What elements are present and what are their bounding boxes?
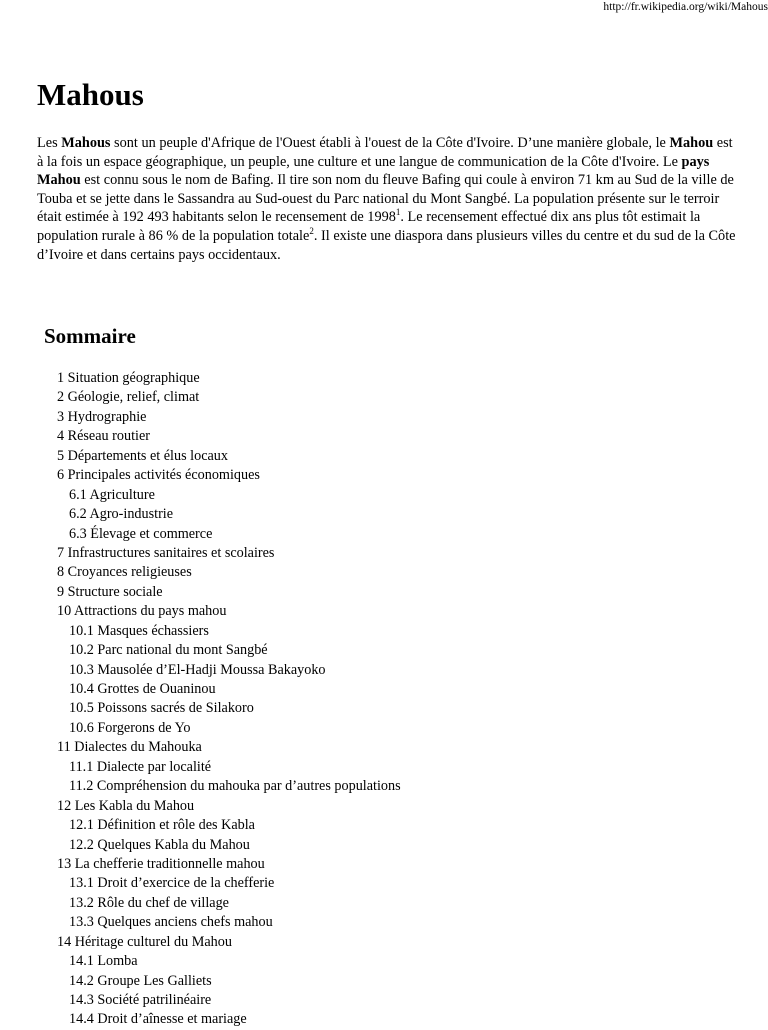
toc-item-link[interactable]: 10.2 Parc national du mont Sangbé <box>69 642 268 659</box>
toc-item-link[interactable]: 6.3 Élevage et commerce <box>69 525 213 542</box>
toc-item[interactable] <box>57 836 401 855</box>
intro-bold-pays-mahou: pays Mahou <box>37 153 710 189</box>
toc-item[interactable] <box>57 1010 401 1029</box>
toc-item[interactable] <box>57 563 401 582</box>
toc-item[interactable] <box>57 816 401 835</box>
toc-item[interactable] <box>57 447 401 466</box>
intro-text-5: . Le recensement effectué dix ans plus tôt estimait la population rurale à 86 % de la population totale <box>37 209 701 244</box>
toc-item-link[interactable]: 14.3 Société patrilinéaire <box>69 992 212 1008</box>
toc-item-link[interactable]: 10.5 Poissons sacrés de Silakoro <box>69 700 254 717</box>
toc-item-link[interactable]: 10.3 Mausolée d’El-Hadji Moussa Bakayoko <box>69 661 326 678</box>
toc-item[interactable] <box>57 738 401 757</box>
toc-item-link[interactable]: 13.3 Quelques anciens chefs mahou <box>69 914 273 931</box>
toc-item[interactable] <box>57 369 401 388</box>
toc-item-link[interactable]: 3 Hydrographie <box>57 408 147 425</box>
toc-item-link[interactable]: 6.2 Agro-industrie <box>69 506 174 523</box>
toc-item-link[interactable]: 14.1 Lomba <box>69 953 138 970</box>
toc-item-link[interactable]: 2 Géologie, relief, climat <box>57 389 200 406</box>
toc-item-link[interactable]: 10.6 Forgerons de Yo <box>69 719 191 736</box>
intro-text-2: sont un peuple d'Afrique de l'Ouest établi à l'ouest de la Côte d'Ivoire. D’une manière globale, le <box>110 135 670 151</box>
toc-item[interactable] <box>57 952 401 971</box>
intro-bold-mahous: Mahous <box>61 135 111 151</box>
toc-item-link[interactable]: 9 Structure sociale <box>57 583 163 600</box>
toc-item[interactable] <box>57 719 401 738</box>
toc-list <box>57 369 401 1030</box>
toc-item-link[interactable]: 13 La chefferie traditionnelle mahou <box>57 855 265 872</box>
toc-item-link[interactable]: 14 Héritage culturel du Mahou <box>57 933 232 950</box>
toc-item[interactable] <box>57 758 401 777</box>
toc-item-link[interactable]: 1 Situation géographique <box>57 370 200 386</box>
toc-item[interactable] <box>57 913 401 932</box>
toc-item-link[interactable]: 13.1 Droit d’exercice de la chefferie <box>69 875 275 892</box>
toc-item[interactable] <box>57 874 401 893</box>
toc-item-link[interactable]: 6.1 Agriculture <box>69 486 155 503</box>
toc-item[interactable] <box>57 894 401 913</box>
footnote-ref-1[interactable]: 1 <box>395 207 401 218</box>
toc-item[interactable] <box>57 408 401 427</box>
toc-item-link[interactable]: 7 Infrastructures sanitaires et scolaires <box>57 544 275 561</box>
toc-item[interactable] <box>57 777 401 796</box>
toc-item[interactable] <box>57 602 401 621</box>
toc-item[interactable] <box>57 583 401 602</box>
intro-bold-mahou: Mahou <box>669 135 714 151</box>
toc-item[interactable] <box>57 466 401 485</box>
toc-item-link[interactable]: 6 Principales activités économiques <box>57 467 260 484</box>
toc-item[interactable] <box>57 641 401 660</box>
toc-item-link[interactable]: 14.2 Groupe Les Galliets <box>69 972 212 989</box>
footnote-ref-2[interactable]: 2 <box>309 225 314 236</box>
toc-item[interactable] <box>57 505 401 524</box>
page-url[interactable]: http://fr.wikipedia.org/wiki/Mahous <box>603 1 768 13</box>
toc-item[interactable] <box>57 388 401 407</box>
toc-item[interactable] <box>57 680 401 699</box>
toc-item[interactable] <box>57 427 401 446</box>
toc-item-link[interactable]: 10.4 Grottes de Ouaninou <box>69 681 216 697</box>
toc-item-link[interactable]: 13.2 Rôle du chef de village <box>69 894 229 911</box>
toc-item-link[interactable]: 11.1 Dialecte par localité <box>69 758 212 775</box>
intro-text-3: est à la fois un espace géographique, un peuple, une culture et une langue de communication de la Côte d'Ivoire. Le <box>37 135 733 170</box>
toc-item[interactable] <box>57 622 401 641</box>
toc-item-link[interactable]: 12.1 Définition et rôle des Kabla <box>69 817 255 834</box>
toc-item-link[interactable]: 4 Réseau routier <box>57 428 150 445</box>
toc-heading: Sommaire <box>44 324 136 348</box>
toc-item[interactable] <box>57 797 401 816</box>
toc-item-link[interactable]: 8 Croyances religieuses <box>57 564 192 581</box>
toc-item-link[interactable]: 11 Dialectes du Mahouka <box>57 739 202 756</box>
intro-paragraph <box>37 134 737 264</box>
toc-item-link[interactable]: 12 Les Kabla du Mahou <box>57 797 195 814</box>
toc-item[interactable] <box>57 486 401 505</box>
page-title: Mahous <box>37 77 144 112</box>
toc-item-link[interactable]: 10 Attractions du pays mahou <box>57 603 227 620</box>
intro-text-6: . Il existe une diaspora dans plusieurs villes du centre et du sud de la Côte d’Ivoire et dans certains pays occidentaux. <box>37 227 736 263</box>
toc-item-link[interactable]: 14.4 Droit d’aînesse et mariage <box>69 1011 247 1028</box>
page-url-header <box>0 0 768 14</box>
toc-item-link[interactable]: 11.2 Compréhension du mahouka par d’autres populations <box>69 778 401 795</box>
toc-item[interactable] <box>57 991 401 1010</box>
intro-text-1: Les <box>37 135 62 151</box>
toc-item[interactable] <box>57 544 401 563</box>
toc-item[interactable] <box>57 661 401 680</box>
toc-item-link[interactable]: 10.1 Masques échassiers <box>69 622 209 639</box>
toc-item[interactable] <box>57 933 401 952</box>
toc-item[interactable] <box>57 972 401 991</box>
toc-item-link[interactable]: 12.2 Quelques Kabla du Mahou <box>69 836 250 853</box>
toc-item[interactable] <box>57 855 401 874</box>
toc-item[interactable] <box>57 699 401 718</box>
toc-item-link[interactable]: 5 Départements et élus locaux <box>57 447 228 464</box>
toc-item[interactable] <box>57 525 401 544</box>
intro-text-4: est connu sous le nom de Bafing. Il tire son nom du fleuve Bafing qui coule à environ 71 km au Sud de la ville de Touba et se jette dans le Sassandra au Sud-ouest du Parc national du Mont Sangbé. La population présente sur le terroir était estimée à 192 493 habitants selon le recensement de 1998 <box>37 172 734 226</box>
